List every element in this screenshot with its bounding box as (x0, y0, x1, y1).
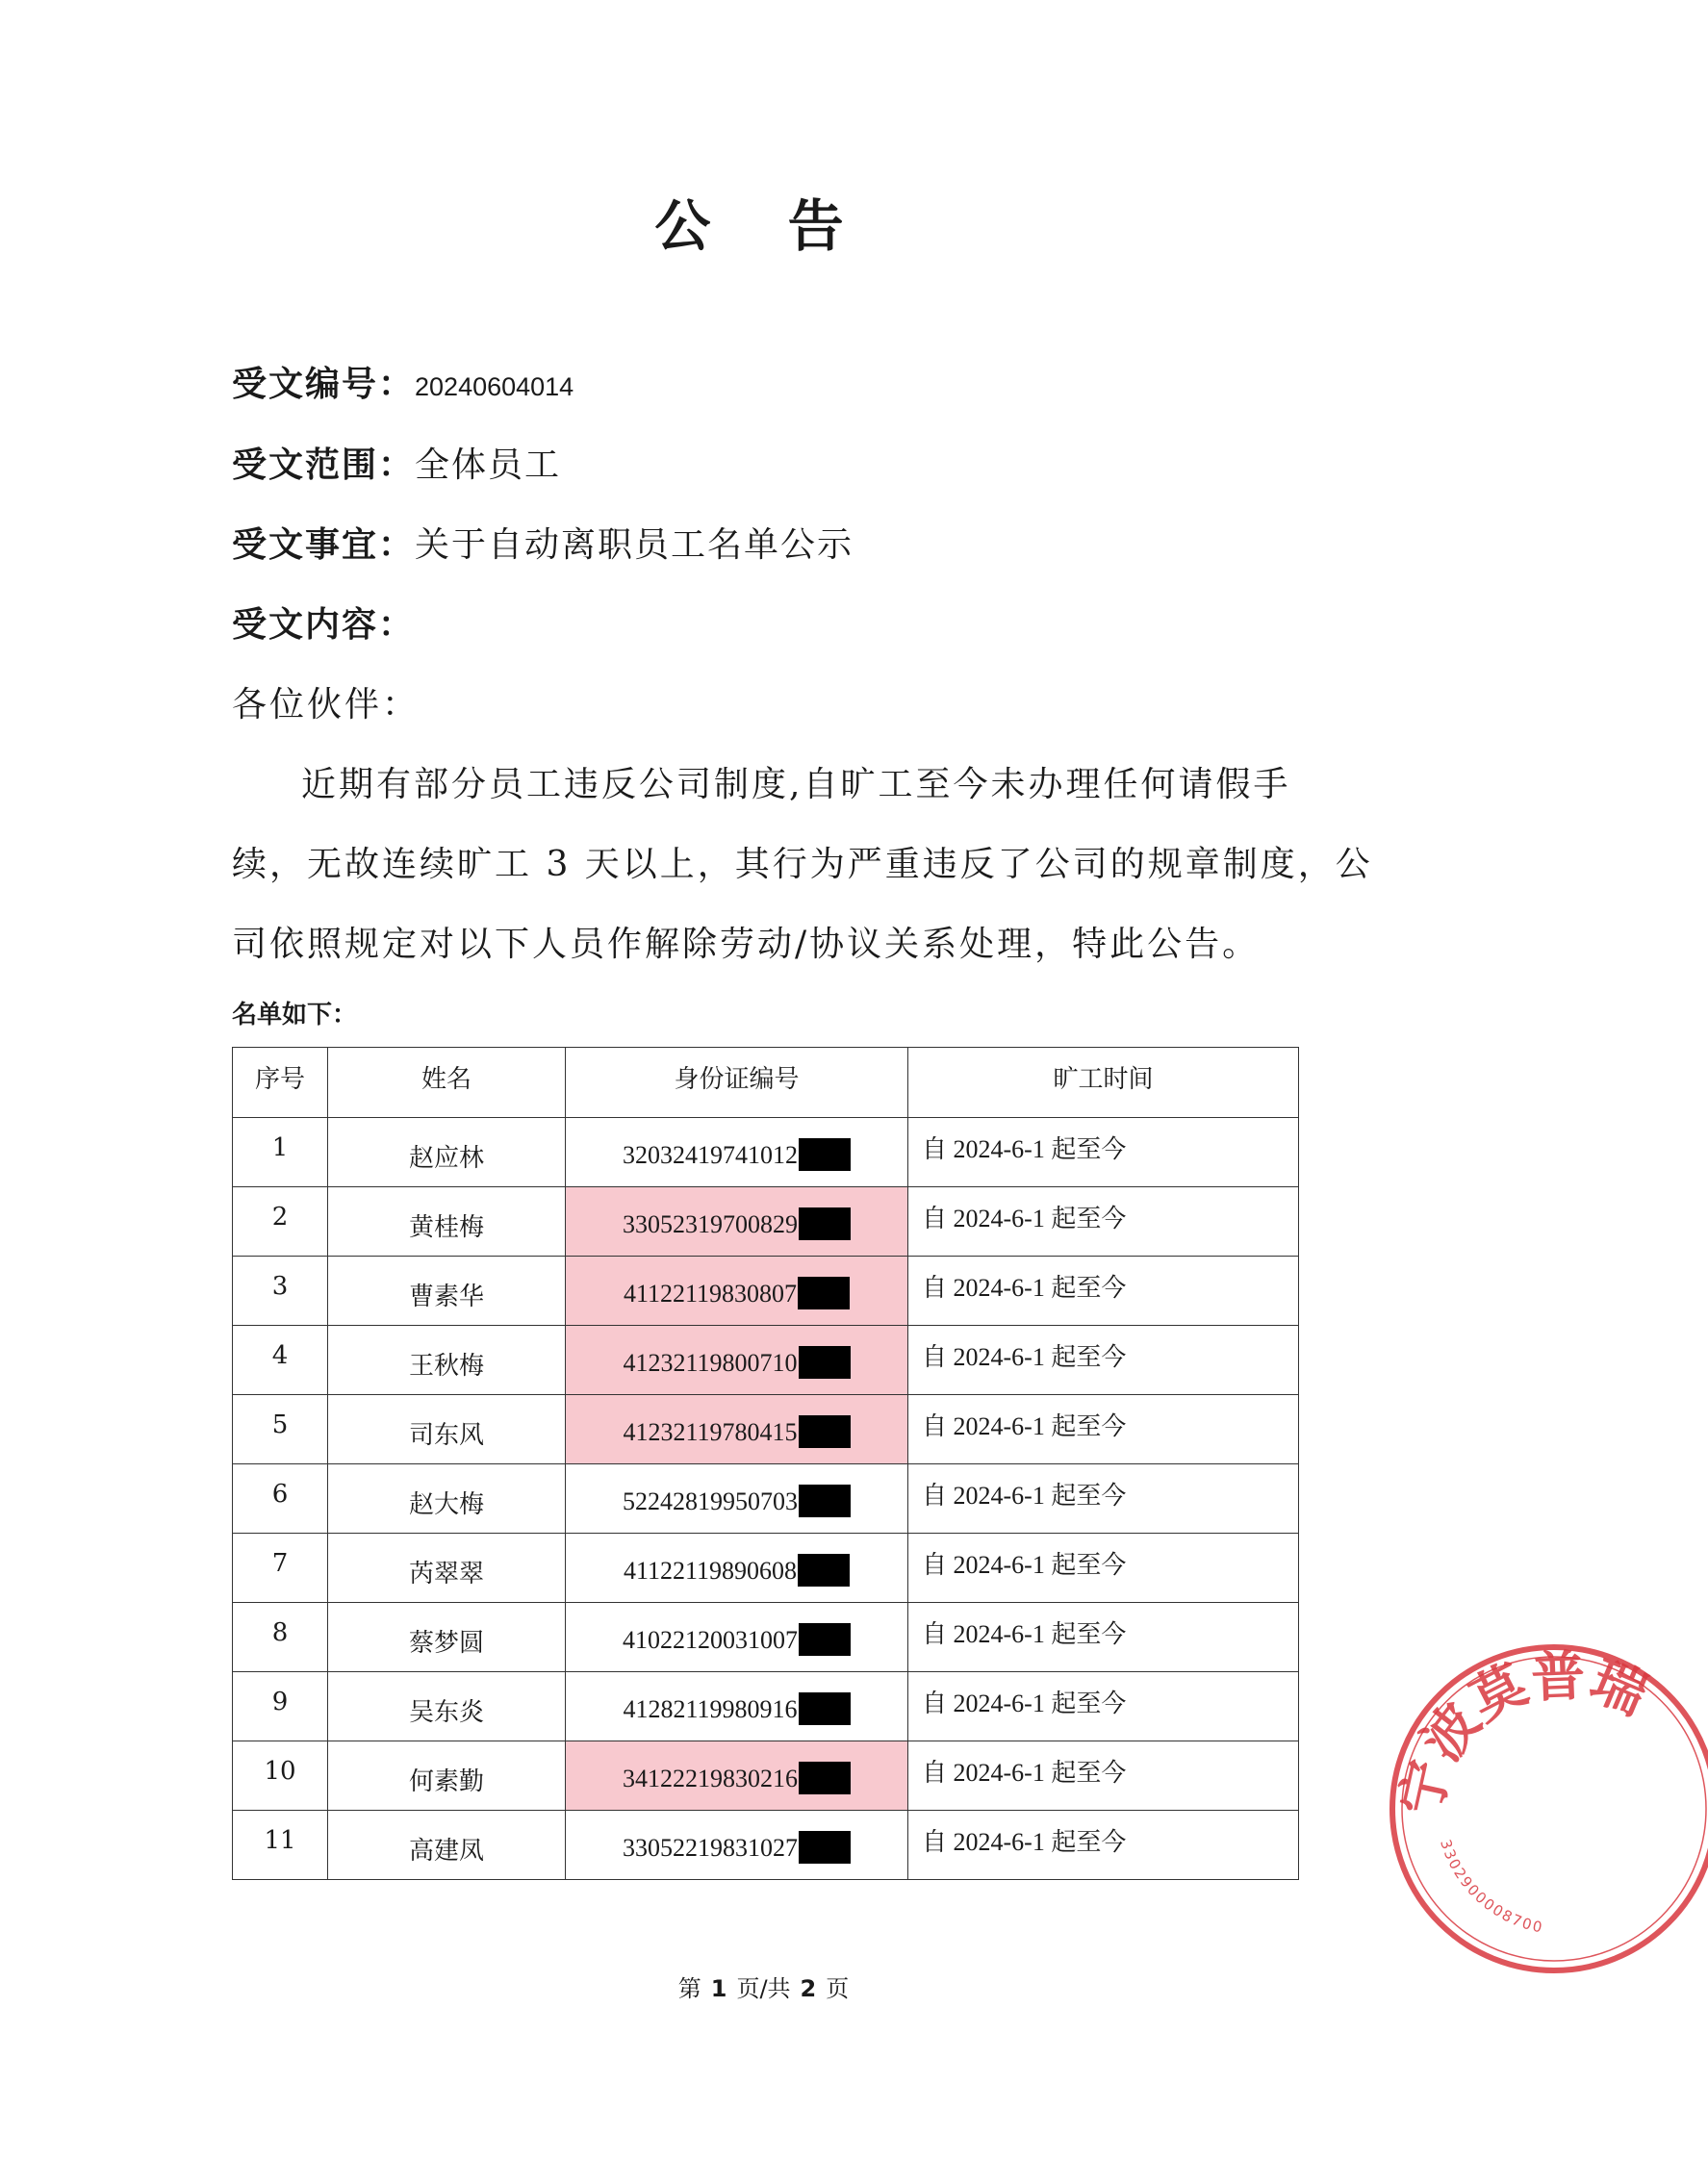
field-content (232, 601, 415, 649)
field-scope-value: 全体员工 (415, 445, 562, 485)
employee-name: 司东风 (328, 1395, 566, 1464)
table-row (233, 1326, 1299, 1395)
employee-name: 高建凤 (328, 1811, 566, 1880)
company-seal (1381, 1636, 1656, 1982)
salutation: 各位伙伴： (232, 685, 421, 724)
table-row (233, 1534, 1299, 1603)
table-row (233, 1741, 1299, 1811)
employee-name: 蔡梦圆 (328, 1603, 566, 1672)
seal-text: 宁波莫普瑞 (1389, 1644, 1656, 1821)
row-number: 5 (233, 1395, 328, 1464)
absence-period: 自 2024-6-1 起至今 (908, 1672, 1299, 1741)
table-row (233, 1603, 1299, 1672)
redaction-block (799, 1831, 851, 1864)
document-title: 公 告 (654, 193, 873, 259)
id-number: 34122219830216 (623, 1764, 798, 1792)
table-header-row (233, 1048, 1299, 1118)
field-scope-label: 受文范围： (232, 445, 416, 485)
field-subject-value: 关于自动离职员工名单公示 (415, 525, 854, 565)
employee-name: 赵大梅 (328, 1464, 566, 1534)
absence-period: 自 2024-6-1 起至今 (908, 1603, 1299, 1672)
id-number-cell (566, 1464, 908, 1534)
body-line-3: 司依照规定对以下人员作解除劳动/协议关系处理，特此公告。 (232, 925, 1261, 964)
footer-total-pages: 2 (800, 1975, 817, 2002)
redaction-block (798, 1554, 850, 1587)
redaction-block (799, 1623, 851, 1656)
header-period: 旷工时间 (908, 1048, 1299, 1118)
footer-suffix: 页 (826, 1975, 850, 2002)
field-content-label: 受文内容： (232, 605, 416, 645)
seal-number: 3302900008700 (1437, 1837, 1546, 1937)
employee-name: 吴东炎 (328, 1672, 566, 1741)
id-number: 41122119890608 (623, 1556, 798, 1585)
id-number-cell (566, 1603, 908, 1672)
id-number: 33052219831027 (623, 1833, 798, 1862)
absence-period: 自 2024-6-1 起至今 (908, 1187, 1299, 1257)
employee-name: 黄桂梅 (328, 1187, 566, 1257)
page-footer (0, 1972, 1527, 2005)
table-row (233, 1187, 1299, 1257)
id-number: 41232119780415 (623, 1417, 798, 1446)
footer-page-number: 1 (710, 1975, 727, 2002)
employee-name: 赵应林 (328, 1118, 566, 1187)
row-number: 7 (233, 1534, 328, 1603)
id-number: 41282119980916 (623, 1694, 798, 1723)
body-line-2: 续，无故连续旷工 3 天以上，其行为严重违反了公司的规章制度，公 (232, 845, 1373, 884)
redaction-block (798, 1277, 850, 1309)
header-no: 序号 (233, 1048, 328, 1118)
id-number-cell (566, 1672, 908, 1741)
header-id: 身份证编号 (566, 1048, 908, 1118)
absence-period: 自 2024-6-1 起至今 (908, 1257, 1299, 1326)
id-number-cell (566, 1534, 908, 1603)
id-number: 41022120031007 (623, 1625, 798, 1654)
absence-period: 自 2024-6-1 起至今 (908, 1811, 1299, 1880)
header-name: 姓名 (328, 1048, 566, 1118)
redaction-block (799, 1346, 851, 1379)
row-number: 3 (233, 1257, 328, 1326)
id-number-cell (566, 1326, 908, 1395)
footer-middle: 页/共 (736, 1975, 791, 2002)
id-number: 33052319700829 (623, 1209, 798, 1238)
redaction-block (799, 1207, 851, 1240)
field-doc-number-value: 20240604014 (415, 372, 574, 401)
row-number: 4 (233, 1326, 328, 1395)
list-heading: 名单如下： (232, 1001, 358, 1029)
id-number-cell (566, 1118, 908, 1187)
absence-period: 自 2024-6-1 起至今 (908, 1741, 1299, 1811)
field-scope (232, 442, 561, 490)
table-row (233, 1395, 1299, 1464)
id-number-cell (566, 1811, 908, 1880)
employee-name: 曹素华 (328, 1257, 566, 1326)
row-number: 6 (233, 1464, 328, 1534)
id-number: 52242819950703 (623, 1487, 798, 1515)
row-number: 9 (233, 1672, 328, 1741)
absence-period: 自 2024-6-1 起至今 (908, 1395, 1299, 1464)
id-number: 41232119800710 (623, 1348, 798, 1377)
absence-period: 自 2024-6-1 起至今 (908, 1534, 1299, 1603)
redaction-block (799, 1485, 851, 1517)
field-subject-label: 受文事宜： (232, 525, 416, 565)
field-doc-number-label: 受文编号： (232, 365, 416, 404)
table-row (233, 1118, 1299, 1187)
table-row (233, 1464, 1299, 1534)
absence-period: 自 2024-6-1 起至今 (908, 1464, 1299, 1534)
id-number-cell (566, 1395, 908, 1464)
employee-name: 王秋梅 (328, 1326, 566, 1395)
table-row (233, 1811, 1299, 1880)
absence-period: 自 2024-6-1 起至今 (908, 1118, 1299, 1187)
id-number: 41122119830807 (623, 1279, 798, 1308)
footer-prefix: 第 (677, 1975, 701, 2002)
id-number-cell (566, 1741, 908, 1811)
seal-graphic (1381, 1636, 1708, 1982)
table-row (233, 1672, 1299, 1741)
id-number-cell (566, 1257, 908, 1326)
svg-text:宁波莫普瑞 (1389, 1645, 1655, 1821)
employee-name: 芮翠翠 (328, 1534, 566, 1603)
row-number: 2 (233, 1187, 328, 1257)
table-row (233, 1257, 1299, 1326)
redaction-block (799, 1138, 851, 1171)
redaction-block (799, 1415, 851, 1448)
redaction-block (799, 1762, 851, 1794)
field-doc-number (232, 361, 574, 411)
redaction-block (799, 1692, 851, 1725)
row-number: 8 (233, 1603, 328, 1672)
body-line-1: 近期有部分员工违反公司制度,自旷工至今未办理任何请假手 (301, 765, 1291, 804)
absence-table (232, 1047, 1299, 1880)
row-number: 10 (233, 1741, 328, 1811)
field-subject (232, 521, 854, 570)
id-number: 32032419741012 (623, 1140, 798, 1169)
row-number: 1 (233, 1118, 328, 1187)
employee-name: 何素勤 (328, 1741, 566, 1811)
row-number: 11 (233, 1811, 328, 1880)
absence-period: 自 2024-6-1 起至今 (908, 1326, 1299, 1395)
id-number-cell (566, 1187, 908, 1257)
